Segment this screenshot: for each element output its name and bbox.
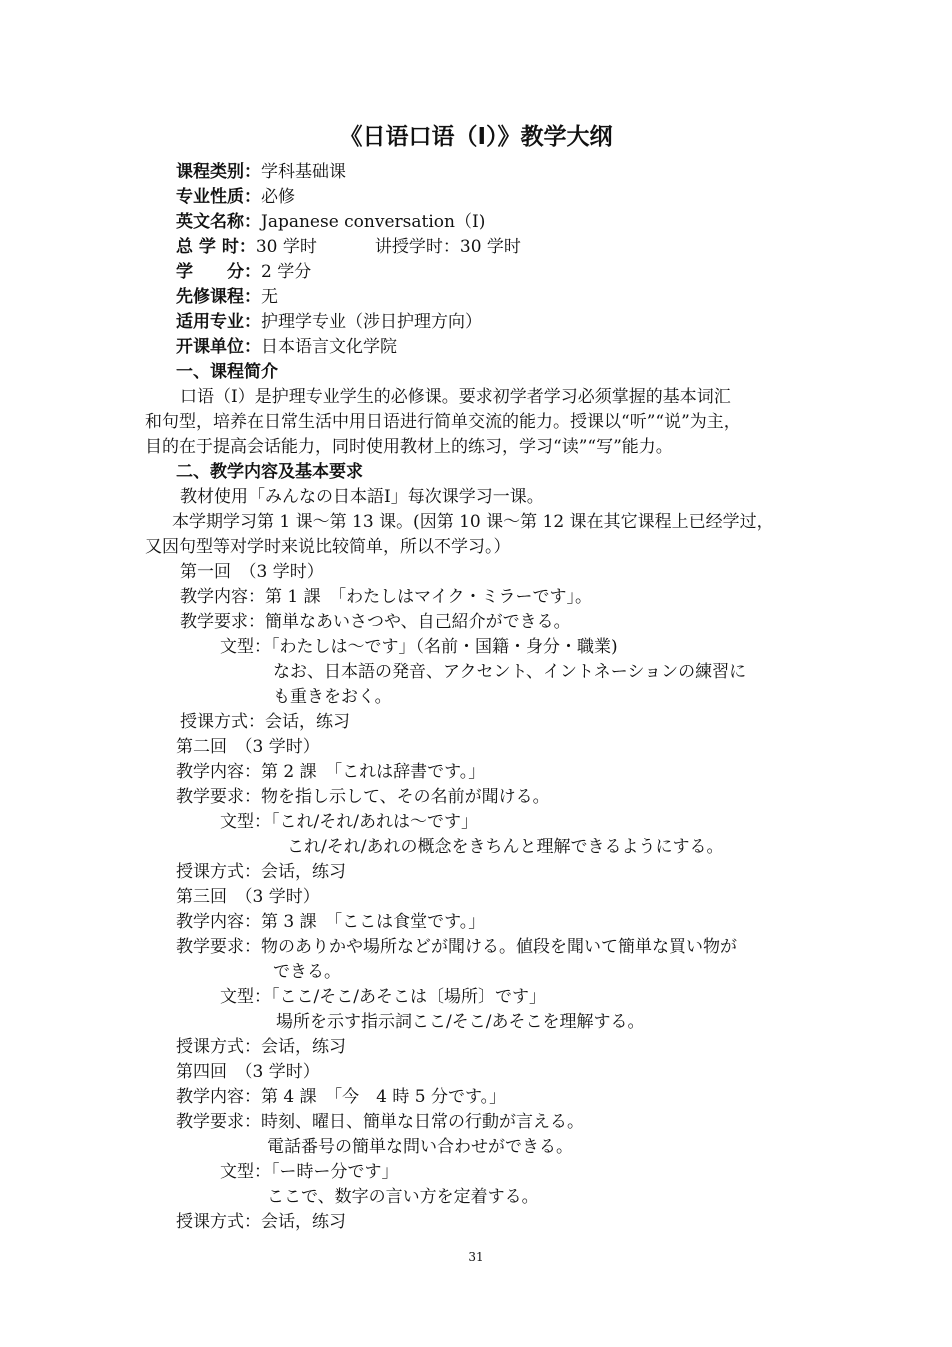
lesson-method: 授课方式：会话，练习 [176,862,346,882]
info-label: 专业性质： [176,187,261,207]
lesson-content: 教学内容：第 4 課 「今 4 時 5 分です。」 [176,1087,507,1107]
lesson-note: も重きをおく。 [273,687,392,707]
lesson-header: 第一回 （3 学时） [180,562,324,582]
lesson-note: なお、日本語の発音、アクセント、イントネーションの練習に [273,662,747,682]
info-label: 总 学 时： [176,237,256,257]
info-row [176,335,397,359]
lesson-note: 場所を示す指示詞ここ/そこ/あそこを理解する。 [276,1012,645,1032]
lesson-note: ここで、数字の言い方を定着する。 [267,1187,539,1207]
lesson-pattern: 文型：「これ/それ/あれは～です」 [220,812,478,832]
info-row [176,210,485,234]
page-number: 31 [468,1250,484,1264]
info-label: 开课单位： [176,337,261,357]
lesson-content: 教学内容：第 1 課 「わたしはマイク・ミラーです」。 [180,587,592,607]
info-row [176,285,278,309]
info-value: 日本语言文化学院 [261,337,397,357]
lesson-header: 第二回 （3 学时） [176,737,320,757]
info-value: Japanese conversation（Ⅰ) [261,212,486,232]
info-extra: 讲授学时：30 学时 [374,237,521,257]
document-title: 《日语口语（Ⅰ）》教学大纲 [339,124,613,150]
lesson-requirement: 教学要求：物を指し示して、その名前が聞ける。 [176,787,550,807]
lesson-requirement: 教学要求：簡単なあいさつや、自己紹介ができる。 [180,612,571,632]
paragraph-line: 目的在于提高会话能力，同时使用教材上的练习，学习“读”“写”能力。 [145,437,673,457]
info-label: 课程类别： [176,162,261,182]
lesson-requirement: 教学要求：時刻、曜日、簡単な日常の行動が言える。 [176,1112,584,1132]
info-value: 2 学分 [261,262,312,282]
info-value: 学科基础课 [261,162,346,182]
info-row [176,260,311,284]
paragraph-line: 口语（Ⅰ）是护理专业学生的必修课。要求初学者学习必须掌握的基本词汇 [180,387,731,407]
info-label: 先修课程： [176,287,261,307]
paragraph-line: 本学期学习第 1 课～第 13 课。(因第 10 课～第 12 课在其它课程上已经学过， [172,512,774,532]
paragraph-line: 又因句型等对学时来说比较简单，所以不学习。） [145,537,511,557]
lesson-content: 教学内容：第 2 課 「これは辞書です。」 [176,762,486,782]
paragraph-line: 和句型，培养在日常生活中用日语进行简单交流的能力。授课以“听”“说”为主， [145,412,741,432]
info-value: 护理学专业（涉日护理方向） [261,312,482,332]
info-label: 英文名称： [176,212,261,232]
lesson-content: 教学内容：第 3 課 「ここは食堂です。」 [176,912,486,932]
info-value: 必修 [261,187,295,207]
info-label: 学 分： [176,262,261,282]
info-row [176,310,482,334]
info-row [176,160,346,184]
lesson-method: 授课方式：会话，练习 [180,712,350,732]
info-value: 无 [261,287,278,307]
lesson-requirement-cont: できる。 [273,962,341,982]
lesson-method: 授课方式：会话，练习 [176,1212,346,1232]
lesson-pattern: 文型：「わたしは～です」（名前・国籍・身分・職業) [220,637,618,657]
lesson-requirement: 教学要求：物のありかや場所などが聞ける。値段を聞いて簡単な買い物が [176,937,737,957]
lesson-note: これ/それ/あれの概念をきちんと理解できるようにする。 [287,837,724,857]
info-row [176,185,295,209]
section-heading: 二、教学内容及基本要求 [176,462,363,482]
lesson-header: 第三回 （3 学时） [176,887,320,907]
lesson-pattern: 文型：「ここ/そこ/あそこは〔場所〕です」 [220,987,546,1007]
lesson-pattern: 文型：「ー時ー分です」 [220,1162,399,1182]
info-value: 30 学时 [255,237,317,257]
info-label: 适用专业： [176,312,261,332]
lesson-requirement-cont: 電話番号の簡単な問い合わせができる。 [267,1137,573,1157]
info-row [176,235,521,259]
lesson-method: 授课方式：会话，练习 [176,1037,346,1057]
paragraph-line: 教材使用「みんなの日本語Ⅰ」每次课学习一课。 [180,487,544,507]
section-heading: 一、课程简介 [176,362,278,382]
lesson-header: 第四回 （3 学时） [176,1062,320,1082]
